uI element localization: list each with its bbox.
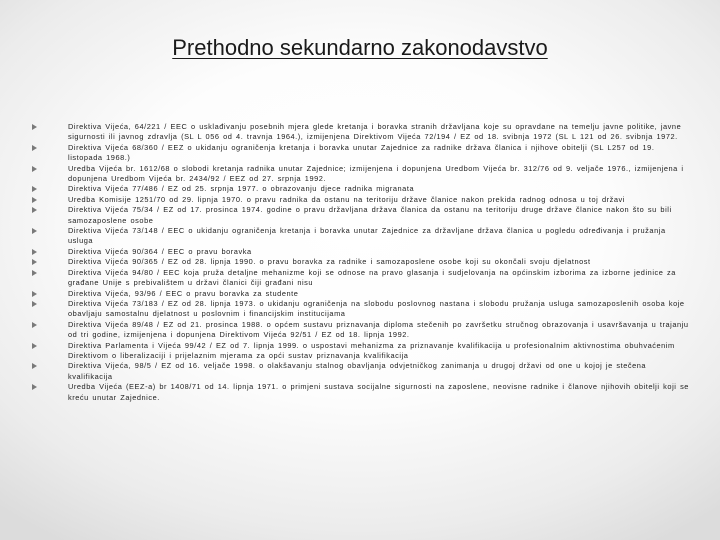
list-item — [32, 289, 690, 299]
bullet-arrow-icon — [32, 291, 37, 297]
list-item-text: Direktiva Vijeća 90/364 / EEC o pravu boravka — [68, 246, 252, 256]
list-item — [32, 382, 690, 403]
list-item — [32, 361, 690, 382]
bullet-arrow-icon — [32, 197, 37, 203]
list-item-text: Direktiva Vijeća, 64/221 / EEC o usklađivanju posebnih mjera glede kretanja i boravka stranih državljana koje su opravdane na temelju javne politike, javne sigurnosti ili javnog zdravlja (SL L 056 od 4. travnja 1964.), izmijenjena Direktivom Vijeća 72/194 / EZ od 18. svibnja 1972 (SL L 121 od 26. svibnja 1972. — [68, 122, 682, 142]
bullet-arrow-icon — [32, 186, 37, 192]
list-item-text: Direktiva Vijeća, 93/96 / EEC o pravu boravka za studente — [68, 288, 299, 298]
list-item-text: Direktiva Vijeća 89/48 / EZ od 21. prosinca 1988. o općem sustavu priznavanja diploma stečenih po završetku stručnog obrazovanja i usavršavanja u trajanju od tri godine, izmijenjena i dopunjena Direktivom Vijeća 92/51 / EZ od 18. lipnja 1992. — [68, 319, 689, 340]
list-item-text: Uredba Vijeća (EEZ-a) br 1408/71 od 14. lipnja 1971. o primjeni sustava socijalne sigurnosti na zaposlene, neovisne radnike i članove njihovih obitelji koji se kreću unutar Zajednice. — [68, 382, 689, 402]
bullet-arrow-icon — [32, 363, 37, 369]
list-item — [32, 320, 690, 341]
legislation-list — [32, 122, 690, 403]
list-item-text: Direktiva Vijeća 94/80 / EEC koja pruža detaljne mehanizme koji se odnose na pravo glasanja i sudjelovanja na općinskim izborima za izborne jedinice za građane Unije s prebivalištem u državi članici čiji građani nisu — [68, 267, 676, 288]
list-item — [32, 195, 690, 205]
bullet-arrow-icon — [32, 228, 37, 234]
bullet-arrow-icon — [32, 322, 37, 328]
list-item — [32, 257, 690, 267]
list-item-text: Direktiva Vijeća 75/34 / EZ od 17. prosinca 1974. godine o pravu državljana država članica da ostanu na teritoriju druge države članice nakon što su bili samozaposlene osobe — [68, 205, 672, 225]
bullet-arrow-icon — [32, 259, 37, 265]
list-item-text: Direktiva Vijeća, 98/5 / EZ od 16. veljače 1998. o olakšavanju stalnog obavljanja odvjetničkog zanimanja u drugoj državi od one u kojoj je stečena kvalifikacija — [68, 361, 647, 381]
page-title: Prethodno sekundarno zakonodavstvo — [172, 35, 548, 60]
bullet-arrow-icon — [32, 301, 37, 307]
list-item — [32, 143, 690, 164]
list-item-text: Direktiva Vijeća 73/148 / EEC o ukidanju ograničenja kretanja i boravka unutar Zajednice za državljane država članica u pogledu određivanja i pružanja usluga — [68, 226, 666, 246]
bullet-arrow-icon — [32, 343, 37, 349]
list-item-text: Direktiva Vijeća 68/360 / EEZ o ukidanju ograničenja kretanja i boravka unutar Zajednice za radnike država članica i njihove obitelji (SL L257 od 19. listopada 1968.) — [68, 142, 655, 163]
list-item — [32, 205, 690, 226]
list-item — [32, 299, 690, 320]
bullet-arrow-icon — [32, 384, 37, 390]
bullet-arrow-icon — [32, 124, 37, 130]
bullet-arrow-icon — [32, 207, 37, 213]
list-item-text: Uredba Vijeća br. 1612/68 o slobodi kretanja radnika unutar Zajednice; izmijenjena i dopunjena Uredbom Vijeća br. 312/76 od 9. veljače 1976., izmijenjena i dopunjena Uredbom Vijeća br. 2434/92 / EEZ od 27. srpnja 1992. — [68, 163, 684, 184]
list-item-text: Direktiva Vijeća 77/486 / EZ od 25. srpnja 1977. o obrazovanju djece radnika migranata — [68, 184, 415, 194]
list-item — [32, 164, 690, 185]
list-item — [32, 226, 690, 247]
bullet-arrow-icon — [32, 166, 37, 172]
bullet-arrow-icon — [32, 270, 37, 276]
list-item-text: Uredba Komisije 1251/70 od 29. lipnja 1970. o pravu radnika da ostanu na teritoriju države članice nakon prekida radnog odnosa u toj državi — [68, 194, 625, 204]
bullet-arrow-icon — [32, 145, 37, 151]
list-item — [32, 122, 690, 143]
list-item — [32, 341, 690, 362]
bullet-arrow-icon — [32, 249, 37, 255]
list-item-text: Direktiva Parlamenta i Vijeća 99/42 / EZ od 7. lipnja 1999. o uspostavi mehanizma za priznavanje kvalifikacija u profesionalnim aktivnostima obuhvaćenim Direktivom o liberalizaciji i prijelaznim mjerama za opći sustav priznavanja kvalifikacija — [68, 340, 675, 360]
list-item-text: Direktiva Vijeća 90/365 / EZ od 28. lipnja 1990. o pravu boravka za radnike i samozaposlene osobe koji su okončali svoju djelatnost — [68, 257, 591, 267]
list-item-text: Direktiva Vijeća 73/183 / EZ od 28. lipnja 1973. o ukidanju ograničenja na slobodu poslovnog nastana i slobodu pružanja usluga samozaposlenih osoba koje obavljaju samostalnu djelatnost u poslovnim i financijskim institucijama — [68, 298, 685, 319]
list-item — [32, 268, 690, 289]
list-item — [32, 184, 690, 194]
list-item — [32, 247, 690, 257]
